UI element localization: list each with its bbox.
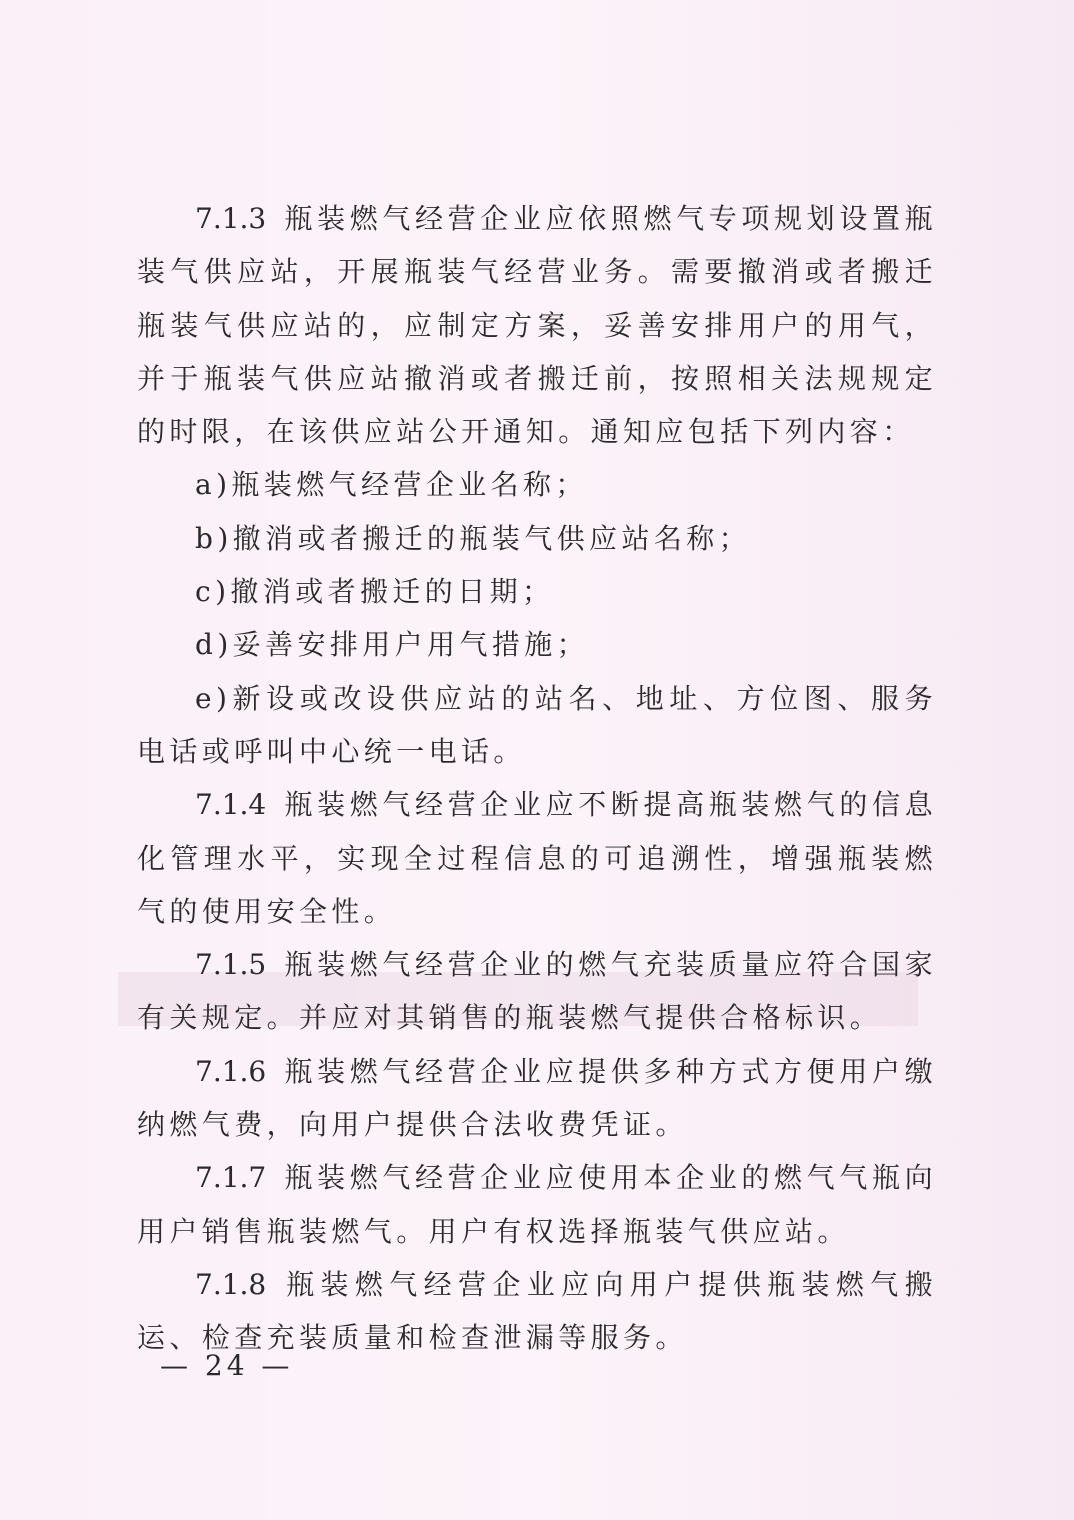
section-text: 瓶装燃气经营企业应不断提高瓶装燃气的信息化管理水平，实现全过程信息的可追溯性，增强瓶装燃气的使用安全性。 xyxy=(137,788,937,928)
list-item-c: c)撤消或者搬迁的日期； xyxy=(195,575,555,609)
section-number: 7.1.6 xyxy=(195,1054,267,1088)
section-number: 7.1.8 xyxy=(195,1267,267,1301)
section-text: 瓶装燃气经营企业应向用户提供瓶装燃气搬运、检查充装质量和检查泄漏等服务。 xyxy=(137,1267,937,1355)
page-number: — 24 — xyxy=(160,1349,294,1382)
body-text xyxy=(137,192,937,1365)
list-item-b: b)撤消或者搬迁的瓶装气供应站名称； xyxy=(195,521,752,555)
section-text: 瓶装燃气经营企业应依照燃气专项规划设置瓶装气供应站，开展瓶装气经营业务。需要撤消或者搬迁瓶装气供应站的，应制定方案，妥善安排用户的用气，并于瓶装气供应站撤消或者搬迁前，按照相关法规规定的时限，在该供应站公开通知。通知应包括下列内容： xyxy=(137,202,937,449)
section-7-1-6 xyxy=(137,1045,937,1152)
list-item-d: d)妥善安排用户用气措施； xyxy=(195,628,590,662)
section-7-1-7 xyxy=(137,1151,937,1258)
section-number: 7.1.3 xyxy=(195,202,267,235)
section-7-1-4 xyxy=(137,778,937,938)
section-text: 瓶装燃气经营企业应使用本企业的燃气气瓶向用户销售瓶装燃气。用户有权选择瓶装气供应站。 xyxy=(137,1161,937,1248)
section-text: 瓶装燃气经营企业的燃气充装质量应符合国家有关规定。并应对其销售的瓶装燃气提供合格标识。 xyxy=(137,948,937,1035)
section-7-1-5 xyxy=(137,938,937,1045)
section-text: 瓶装燃气经营企业应提供多种方式方便用户缴纳燃气费，向用户提供合法收费凭证。 xyxy=(137,1054,937,1142)
section-number: 7.1.4 xyxy=(195,788,267,822)
list-item-a: a)瓶装燃气经营企业名称； xyxy=(195,468,588,502)
list-item-e: e)新设或改设供应站的站名、地址、方位图、服务电话或呼叫中心统一电话。 xyxy=(137,681,937,768)
section-number: 7.1.5 xyxy=(195,948,267,982)
section-number: 7.1.7 xyxy=(195,1161,267,1195)
section-7-1-3 xyxy=(137,192,937,458)
